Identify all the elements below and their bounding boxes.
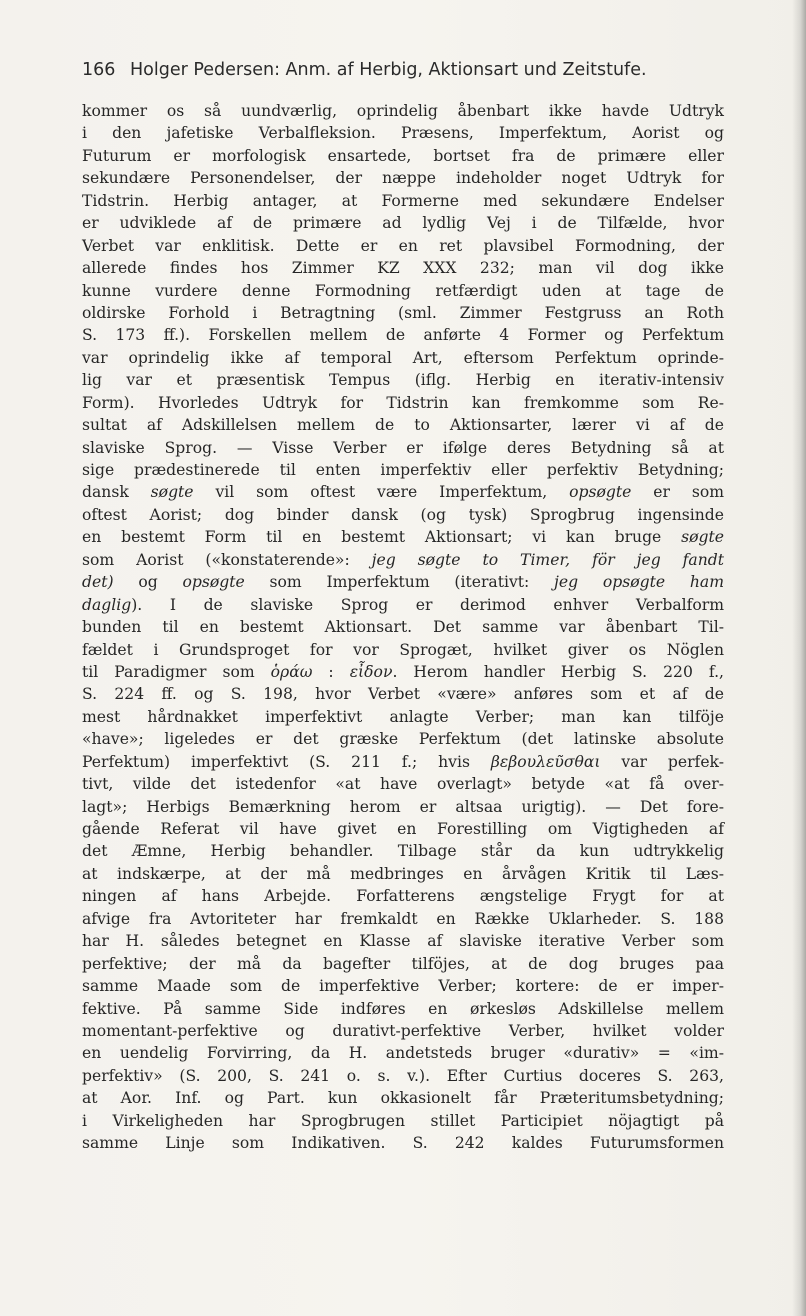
text-segment: «have»; ligeledes er det græske Perfektum (det latinske absolute [82, 730, 724, 749]
text-segment: kunne vurdere denne Formodning retfærdigt uden at tage de [82, 281, 724, 300]
text-line [82, 392, 724, 414]
text-segment: til Paradigmer som [82, 662, 271, 681]
text-line [82, 459, 724, 481]
italic-text-segment: opsøgte [569, 483, 632, 502]
text-segment: det Æmne, Herbig behandler. Tilbage står da kun udtrykkelig [82, 842, 724, 861]
text-segment: momentant-perfektive og durativt-perfektive Verber, hvilket volder [82, 1021, 724, 1040]
text-segment: i Virkeligheden har Sprogbrugen stillet Participiet nöjagtigt på [82, 1111, 724, 1130]
italic-text-segment: opsøgte [182, 573, 245, 592]
text-segment: at indskærpe, at der må medbringes en årvågen Kritik til Læs- [82, 864, 724, 883]
text-segment: kommer os så uundværlig, oprindelig åbenbart ikke havde Udtryk [82, 102, 724, 120]
text-segment: dansk [82, 483, 151, 502]
text-line [82, 885, 724, 907]
text-line [82, 437, 724, 459]
text-segment: slaviske Sprog. — Visse Verber er ifølge deres Betydning så at [82, 438, 724, 457]
text-segment: i den jafetiske Verbalfleksion. Præsens, Imperfektum, Aorist og [82, 124, 724, 143]
text-segment: er udviklede af de primære ad lydlig Vej i de Tilfælde, hvor [82, 214, 724, 233]
text-line [82, 1087, 724, 1109]
text-segment: var oprindelig ikke af temporal Art, eftersom Perfektum oprinde- [82, 348, 724, 367]
text-segment: fektive. På samme Side indføres en ørkesløs Adskillelse mellem [82, 999, 724, 1018]
italic-text-segment: βεβουλεῦσθαι [490, 752, 601, 771]
text-segment: mest hårdnakket imperfektivt anlagte Verber; man kan tilföje [82, 707, 724, 726]
text-segment: lagt»; Herbigs Bemærkning herom er altsaa urigtig). — Det fore- [82, 797, 724, 816]
text-line [82, 930, 724, 952]
text-segment: som Aorist («konstaterende»: [82, 550, 372, 569]
text-segment: tivt, vilde det istedenfor «at have overlagt» betyde «at få over- [82, 775, 724, 794]
text-line [82, 773, 724, 795]
text-segment: Tidstrin. Herbig antager, at Formerne med sekundære Endelser [82, 191, 724, 210]
text-segment: samme Maade som de imperfektive Verber; kortere: de er imper- [82, 977, 724, 996]
italic-text-segment: εἶδον [349, 662, 393, 681]
text-segment: gående Referat vil have givet en Forestilling om Vigtigheden af [82, 820, 724, 838]
text-line [82, 661, 724, 683]
italic-text-segment: det) [82, 573, 114, 592]
italic-text-segment: ὁράω [270, 662, 313, 681]
text-line [82, 639, 724, 661]
text-segment: en uendelig Forvirring, da H. andetsteds bruger «durativ» = «im- [82, 1044, 724, 1063]
text-segment: : [312, 662, 350, 681]
text-line [82, 796, 724, 818]
text-line [82, 122, 724, 144]
text-segment: oftest Aorist; dog binder dansk (og tysk) Sprogbrug ingensinde [82, 505, 724, 524]
italic-text-segment: søgte [681, 528, 724, 547]
text-line [82, 840, 724, 862]
text-segment: oldirske Forhold i Betragtning (sml. Zimmer Festgruss an Roth [82, 303, 724, 322]
text-segment: perfektiv» (S. 200, S. 241 o. s. v.). Efter Curtius doceres S. 263, [82, 1066, 724, 1085]
text-line [82, 212, 724, 234]
text-line [82, 1110, 724, 1132]
text-segment: . Herom handler Herbig S. 220 f., [392, 662, 724, 681]
text-segment: sultat af Adskillelsen mellem de to Aktionsarter, lærer vi af de [82, 416, 724, 435]
text-segment: var perfek- [600, 752, 724, 771]
text-segment: Futurum er morfologisk ensartede, bortset fra de primære eller [82, 146, 724, 165]
italic-text-segment: jeg søgte to Timer, för jeg fandt [371, 550, 724, 569]
text-segment: Verbet var enklitisk. Dette er en ret plavsibel Formodning, der [82, 236, 724, 255]
page-number: 166 [82, 60, 116, 80]
text-line [82, 280, 724, 302]
text-segment: afvige fra Avtoriteter har fremkaldt en Række Uklarheder. S. 188 [82, 909, 724, 928]
text-line [82, 549, 724, 571]
text-segment: Form). Hvorledes Udtryk for Tidstrin kan fremkomme som Re- [82, 393, 724, 412]
text-line [82, 728, 724, 750]
running-title: Holger Pedersen: Anm. af Herbig, Aktionsart und Zeitstufe. [129, 60, 647, 80]
text-line [82, 594, 724, 616]
text-segment: perfektive; der må da bagefter tilföjes, at de dog bruges paa [82, 954, 724, 973]
text-line [82, 751, 724, 773]
text-segment: at Aor. Inf. og Part. kun okkasionelt får Præteritumsbetydning; [82, 1089, 724, 1108]
text-line [82, 953, 724, 975]
running-header [82, 57, 722, 83]
text-line [82, 347, 724, 369]
body-text [82, 100, 724, 1155]
text-line [82, 100, 724, 122]
italic-text-segment: daglig [82, 595, 132, 614]
text-line [82, 818, 724, 840]
text-segment: sige prædestinerede til enten imperfektiv eller perfektiv Betydning; [82, 461, 724, 479]
text-segment: allerede findes hos Zimmer KZ XXX 232; man vil dog ikke [82, 259, 724, 278]
text-segment: lig var et præsentisk Tempus (iflg. Herbig en iterativ-intensiv [82, 371, 724, 390]
text-segment: som Imperfektum (iterativt: [244, 573, 555, 592]
text-segment: fældet i Grundsproget for vor Sprogæt, hvilket giver os Nöglen [82, 640, 724, 659]
text-line [82, 616, 724, 638]
text-segment: ). I de slaviske Sprog er derimod enhver Verbalform [131, 595, 724, 614]
text-line [82, 235, 724, 257]
text-segment: S. 173 ff.). Forskellen mellem de anførte 4 Former og Perfektum [82, 326, 724, 345]
text-line [82, 145, 724, 167]
text-line [82, 257, 724, 279]
text-segment: vil som oftest være Imperfektum, [193, 483, 570, 502]
text-line [82, 324, 724, 346]
text-segment: er som [631, 483, 724, 502]
text-line [82, 369, 724, 391]
text-line [82, 863, 724, 885]
text-line [82, 526, 724, 548]
italic-text-segment: søgte [150, 483, 194, 502]
text-segment: ningen af hans Arbejde. Forfatterens ængstelige Frygt for at [82, 887, 724, 906]
text-segment: samme Linje som Indikativen. S. 242 kaldes Futurumsformen [82, 1134, 724, 1153]
text-line [82, 908, 724, 930]
text-line [82, 1065, 724, 1087]
text-segment: har H. således betegnet en Klasse af slaviske iterative Verber som [82, 932, 724, 951]
text-line [82, 302, 724, 324]
text-line [82, 998, 724, 1020]
text-line [82, 571, 724, 593]
text-line [82, 1020, 724, 1042]
text-segment: sekundære Personendelser, der næppe indeholder noget Udtryk for [82, 169, 724, 188]
text-line [82, 683, 724, 705]
text-line [82, 414, 724, 436]
text-line [82, 504, 724, 526]
text-segment: bunden til en bestemt Aktionsart. Det samme var åbenbart Til- [82, 618, 724, 637]
text-line [82, 167, 724, 189]
text-line [82, 190, 724, 212]
text-line [82, 706, 724, 728]
italic-text-segment: jeg opsøgte ham [554, 573, 724, 592]
text-line [82, 975, 724, 997]
page-edge-shadow [792, 0, 806, 1316]
text-segment: en bestemt Form til en bestemt Aktionsart; vi kan bruge [82, 528, 682, 547]
text-segment: og [113, 573, 183, 592]
text-line [82, 1132, 724, 1154]
text-segment: S. 224 ff. og S. 198, hvor Verbet «være» anføres som et af de [82, 685, 724, 704]
text-line [82, 1042, 724, 1064]
text-line [82, 481, 724, 503]
text-segment: Perfektum) imperfektivt (S. 211 f.; hvis [82, 752, 491, 771]
